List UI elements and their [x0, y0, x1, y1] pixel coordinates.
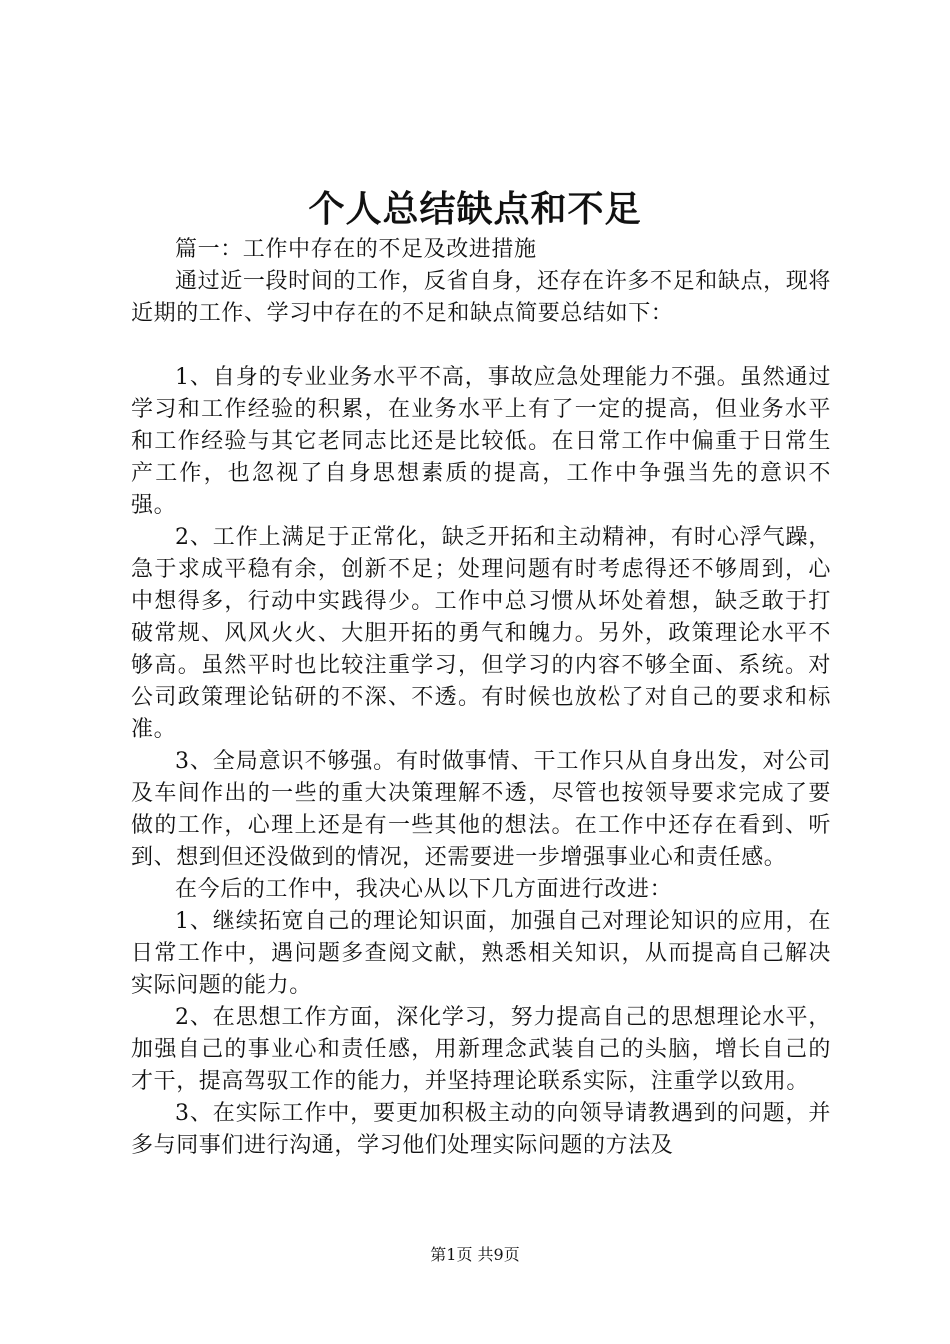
blank-line — [131, 330, 831, 362]
page-number: 第1页 共9页 — [430, 1245, 520, 1264]
document-body — [131, 234, 831, 1162]
improvement-2-paragraph: 2、在思想工作方面，深化学习，努力提高自己的思想理论水平，加强自己的事业心和责任感，用新理念武装自己的头脑，增长自己的才干，提高驾驭工作的能力，并坚持理论联系实际，注重学以致用。 — [131, 1005, 831, 1094]
shortcoming-1-paragraph: 1、自身的专业业务水平不高，事故应急处理能力不强。虽然通过学习和工作经验的积累，在业务水平上有了一定的提高，但业务水平和工作经验与其它老同志比还是比较低。在日常工作中偏重于日常生产工作，也忽视了自身思想素质的提高，工作中争强当先的意识不强。 — [131, 365, 831, 518]
page-title: 个人总结缺点和不足 — [308, 189, 642, 230]
improvement-1-paragraph: 1、继续拓宽自己的理论知识面，加强自己对理论知识的应用，在日常工作中，遇问题多查阅文献，熟悉相关知识，从而提高自己解决实际问题的能力。 — [131, 909, 831, 998]
improvement-3-paragraph: 3、在实际工作中，要更加积极主动的向领导请教遇到的问题，并多与同事们进行沟通，学习他们处理实际问题的方法及 — [131, 1101, 831, 1158]
shortcoming-3-paragraph: 3、全局意识不够强。有时做事情、干工作只从自身出发，对公司及车间作出的一些的重大决策理解不透，尽管也按领导要求完成了要做的工作，心理上还是有一些其他的想法。在工作中还存在看到、听到、想到但还没做到的情况，还需要进一步增强事业心和责任感。 — [131, 749, 831, 870]
improvement-intro-paragraph: 在今后的工作中，我决心从以下几方面进行改进： — [175, 877, 673, 902]
section-heading: 篇一：工作中存在的不足及改进措施 — [175, 237, 537, 262]
shortcoming-2-paragraph: 2、工作上满足于正常化，缺乏开拓和主动精神，有时心浮气躁，急于求成平稳有余，创新不足；处理问题有时考虑得还不够周到，心中想得多，行动中实践得少。工作中总习惯从坏处着想，缺乏敢于打破常规、风风火火、大胆开拓的勇气和魄力。另外，政策理论水平不够高。虽然平时也比较注重学习，但学习的内容不够全面、系统。对公司政策理论钻研的不深、不透。有时候也放松了对自己的要求和标准。 — [131, 525, 831, 742]
intro-paragraph: 通过近一段时间的工作，反省自身，还存在许多不足和缺点，现将近期的工作、学习中存在的不足和缺点简要总结如下： — [131, 269, 831, 326]
